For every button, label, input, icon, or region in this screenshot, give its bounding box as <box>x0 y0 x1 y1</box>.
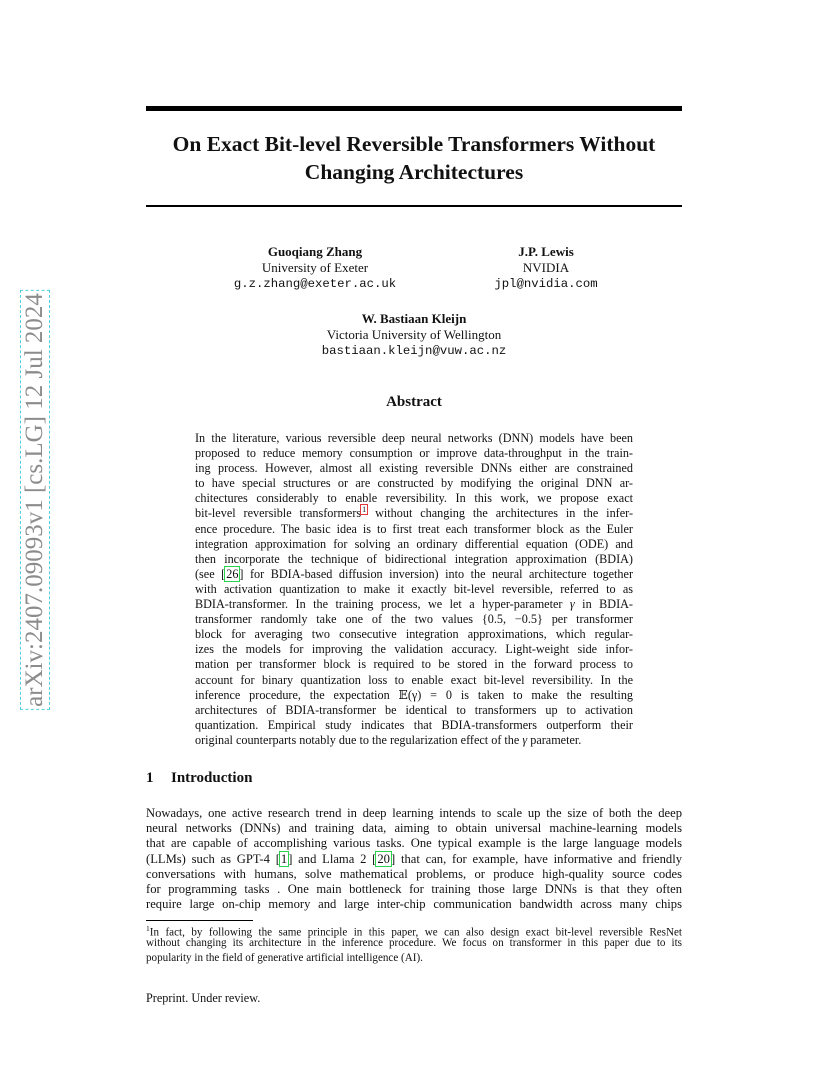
abstract-line: then incorporate the technique of bidirectional integration approximation (BDIA) <box>195 551 633 566</box>
author-block-2 <box>466 244 626 292</box>
author-email[interactable]: jpl@nvidia.com <box>494 277 598 291</box>
author-name: W. Bastiaan Kleijn <box>361 311 467 326</box>
abstract-line: to have special structures or are constructed by modifying the original DNN ar- <box>195 476 633 491</box>
abstract-line: block for averaging two consecutive integration approximations, which regular- <box>195 627 633 642</box>
footnote-rule <box>146 920 253 921</box>
abstract-line: proposed to reduce memory consumption or improve data-throughput in the train- <box>195 446 633 461</box>
abstract-text: per transformer <box>542 612 633 627</box>
abstract-line: ence procedure. The basic idea is to first treat each transformer block as the Euler <box>195 521 633 536</box>
abstract-line: integration approximation for solving an ordinary differential equation (ODE) and <box>195 536 633 551</box>
abstract-line: In the literature, various reversible deep neural networks (DNN) models have been <box>195 431 633 445</box>
footnote-line: without changing its architecture in the inference procedure. We focus on transformer in this paper due to its <box>146 937 682 950</box>
body-line: for programming tasks . One main bottleneck for training those large DNNs is that they often <box>146 881 682 896</box>
abstract-text: original counterparts notably due to the regularization effect of the <box>195 732 523 747</box>
abstract-text: inference procedure, the expectation <box>195 687 399 702</box>
abstract-line <box>195 597 633 612</box>
abstract-line: with activation quantization to make it exactly bit-level reversible, referred to as <box>195 581 633 596</box>
body-line: require large on-chip memory and large inter-chip communication bandwidth across many chips <box>146 897 682 912</box>
abstract-line <box>195 567 633 582</box>
author-affiliation: University of Exeter <box>261 260 369 275</box>
citation-link[interactable]: 1 <box>280 851 288 866</box>
math-set: {0.5, −0.5} <box>481 612 543 627</box>
abstract-line <box>195 733 633 748</box>
section-number: 1 <box>146 770 154 786</box>
abstract-line: chitectures considerably to enable reversibility. In this work, we propose exact <box>195 491 633 506</box>
introduction-body <box>146 806 682 912</box>
abstract-line: mation per transformer block is required to be stored in the forward process to <box>195 657 633 672</box>
footnote-line <box>146 922 682 939</box>
math-gamma: γ <box>569 597 575 612</box>
abstract-text: ] for BDIA-based diffusion inversion) into the neural architecture together <box>239 566 633 581</box>
abstract-text: in BDIA- <box>574 597 633 612</box>
abstract-text: parameter. <box>527 732 582 747</box>
abstract-text: (see [ <box>195 566 226 581</box>
abstract-text: is taken to make the resulting <box>452 687 634 702</box>
preprint-note: Preprint. Under review. <box>146 991 261 1005</box>
author-name: Guoqiang Zhang <box>267 244 363 259</box>
abstract-line <box>195 612 633 627</box>
author-block-1 <box>215 244 415 292</box>
abstract-text: without changing the architectures in the infer- <box>367 506 633 521</box>
author-affiliation: NVIDIA <box>522 260 570 275</box>
body-text: ] and Llama 2 [ <box>288 851 377 866</box>
section-heading <box>146 770 252 787</box>
abstract-line: ing process. However, almost all existing reversible DNNs either are constrained <box>195 461 633 476</box>
abstract-body <box>195 431 633 748</box>
author-email[interactable]: bastiaan.kleijn@vuw.ac.nz <box>321 344 507 358</box>
abstract-line: account for binary quantization loss to enable exact bit-level reversibility. In the <box>195 672 633 687</box>
abstract-line: izes the models for improving the validation accuracy. Light-weight side infor- <box>195 642 633 657</box>
section-title: Introduction <box>171 770 253 786</box>
body-line: Nowadays, one active research trend in deep learning intends to scale up the size of both the deep <box>146 806 682 820</box>
author-block-3 <box>294 311 534 359</box>
author-affiliation: Victoria University of Wellington <box>326 327 502 342</box>
body-text: ] that can, for example, have informative and friendly <box>390 851 682 866</box>
footnote-line: popularity in the field of generative artificial intelligence (AI). <box>146 951 423 964</box>
author-name: J.P. Lewis <box>518 244 574 259</box>
title-top-rule <box>146 106 682 111</box>
math-expectation: 𝔼(γ) = 0 <box>398 687 452 702</box>
math-gamma: γ <box>522 732 528 747</box>
abstract-line: quantization. Empirical study indicates that BDIA-transformers outperform their <box>195 717 633 732</box>
footnote-mark: 1 <box>146 924 150 933</box>
body-line: that are capable of accomplishing various tasks. One typical example is the large language models <box>146 836 682 851</box>
paper-title <box>146 130 682 186</box>
title-bottom-rule <box>146 205 682 207</box>
body-text: (LLMs) such as GPT-4 [ <box>146 851 280 866</box>
body-line: conversations with humans, solve mathematical problems, or produce high-quality source codes <box>146 866 682 881</box>
footnote <box>146 922 682 965</box>
title-line-2: Changing Architectures <box>304 160 524 184</box>
citation-link[interactable]: 20 <box>377 851 390 866</box>
abstract-text: transformer randomly take one of the two values <box>195 612 482 627</box>
abstract-line <box>195 506 633 521</box>
abstract-text: BDIA-transformer. In the training process, we let a hyper-parameter <box>195 597 570 612</box>
citation-link[interactable]: 26 <box>226 566 239 581</box>
author-email[interactable]: g.z.zhang@exeter.ac.uk <box>233 277 397 291</box>
footnote-ref-link[interactable]: 1 <box>362 505 367 515</box>
abstract-heading: Abstract <box>386 394 442 410</box>
title-line-1: On Exact Bit-level Reversible Transformers Without <box>172 132 656 156</box>
footnote-text: In fact, by following the same principle in this paper, we can also design exact bit-level reversible ResNet <box>149 926 682 939</box>
abstract-line: architectures of BDIA-transformer be identical to transformers up to activation <box>195 702 633 717</box>
body-line <box>146 852 682 867</box>
abstract-line <box>195 688 633 703</box>
arxiv-side-stamp[interactable]: arXiv:2407.09093v1 [cs.LG] 12 Jul 2024 <box>20 290 50 710</box>
abstract-text: bit-level reversible transformers <box>195 506 362 521</box>
body-line: neural networks (DNNs) and training data, aiming to obtain universal machine-learning models <box>146 821 682 836</box>
